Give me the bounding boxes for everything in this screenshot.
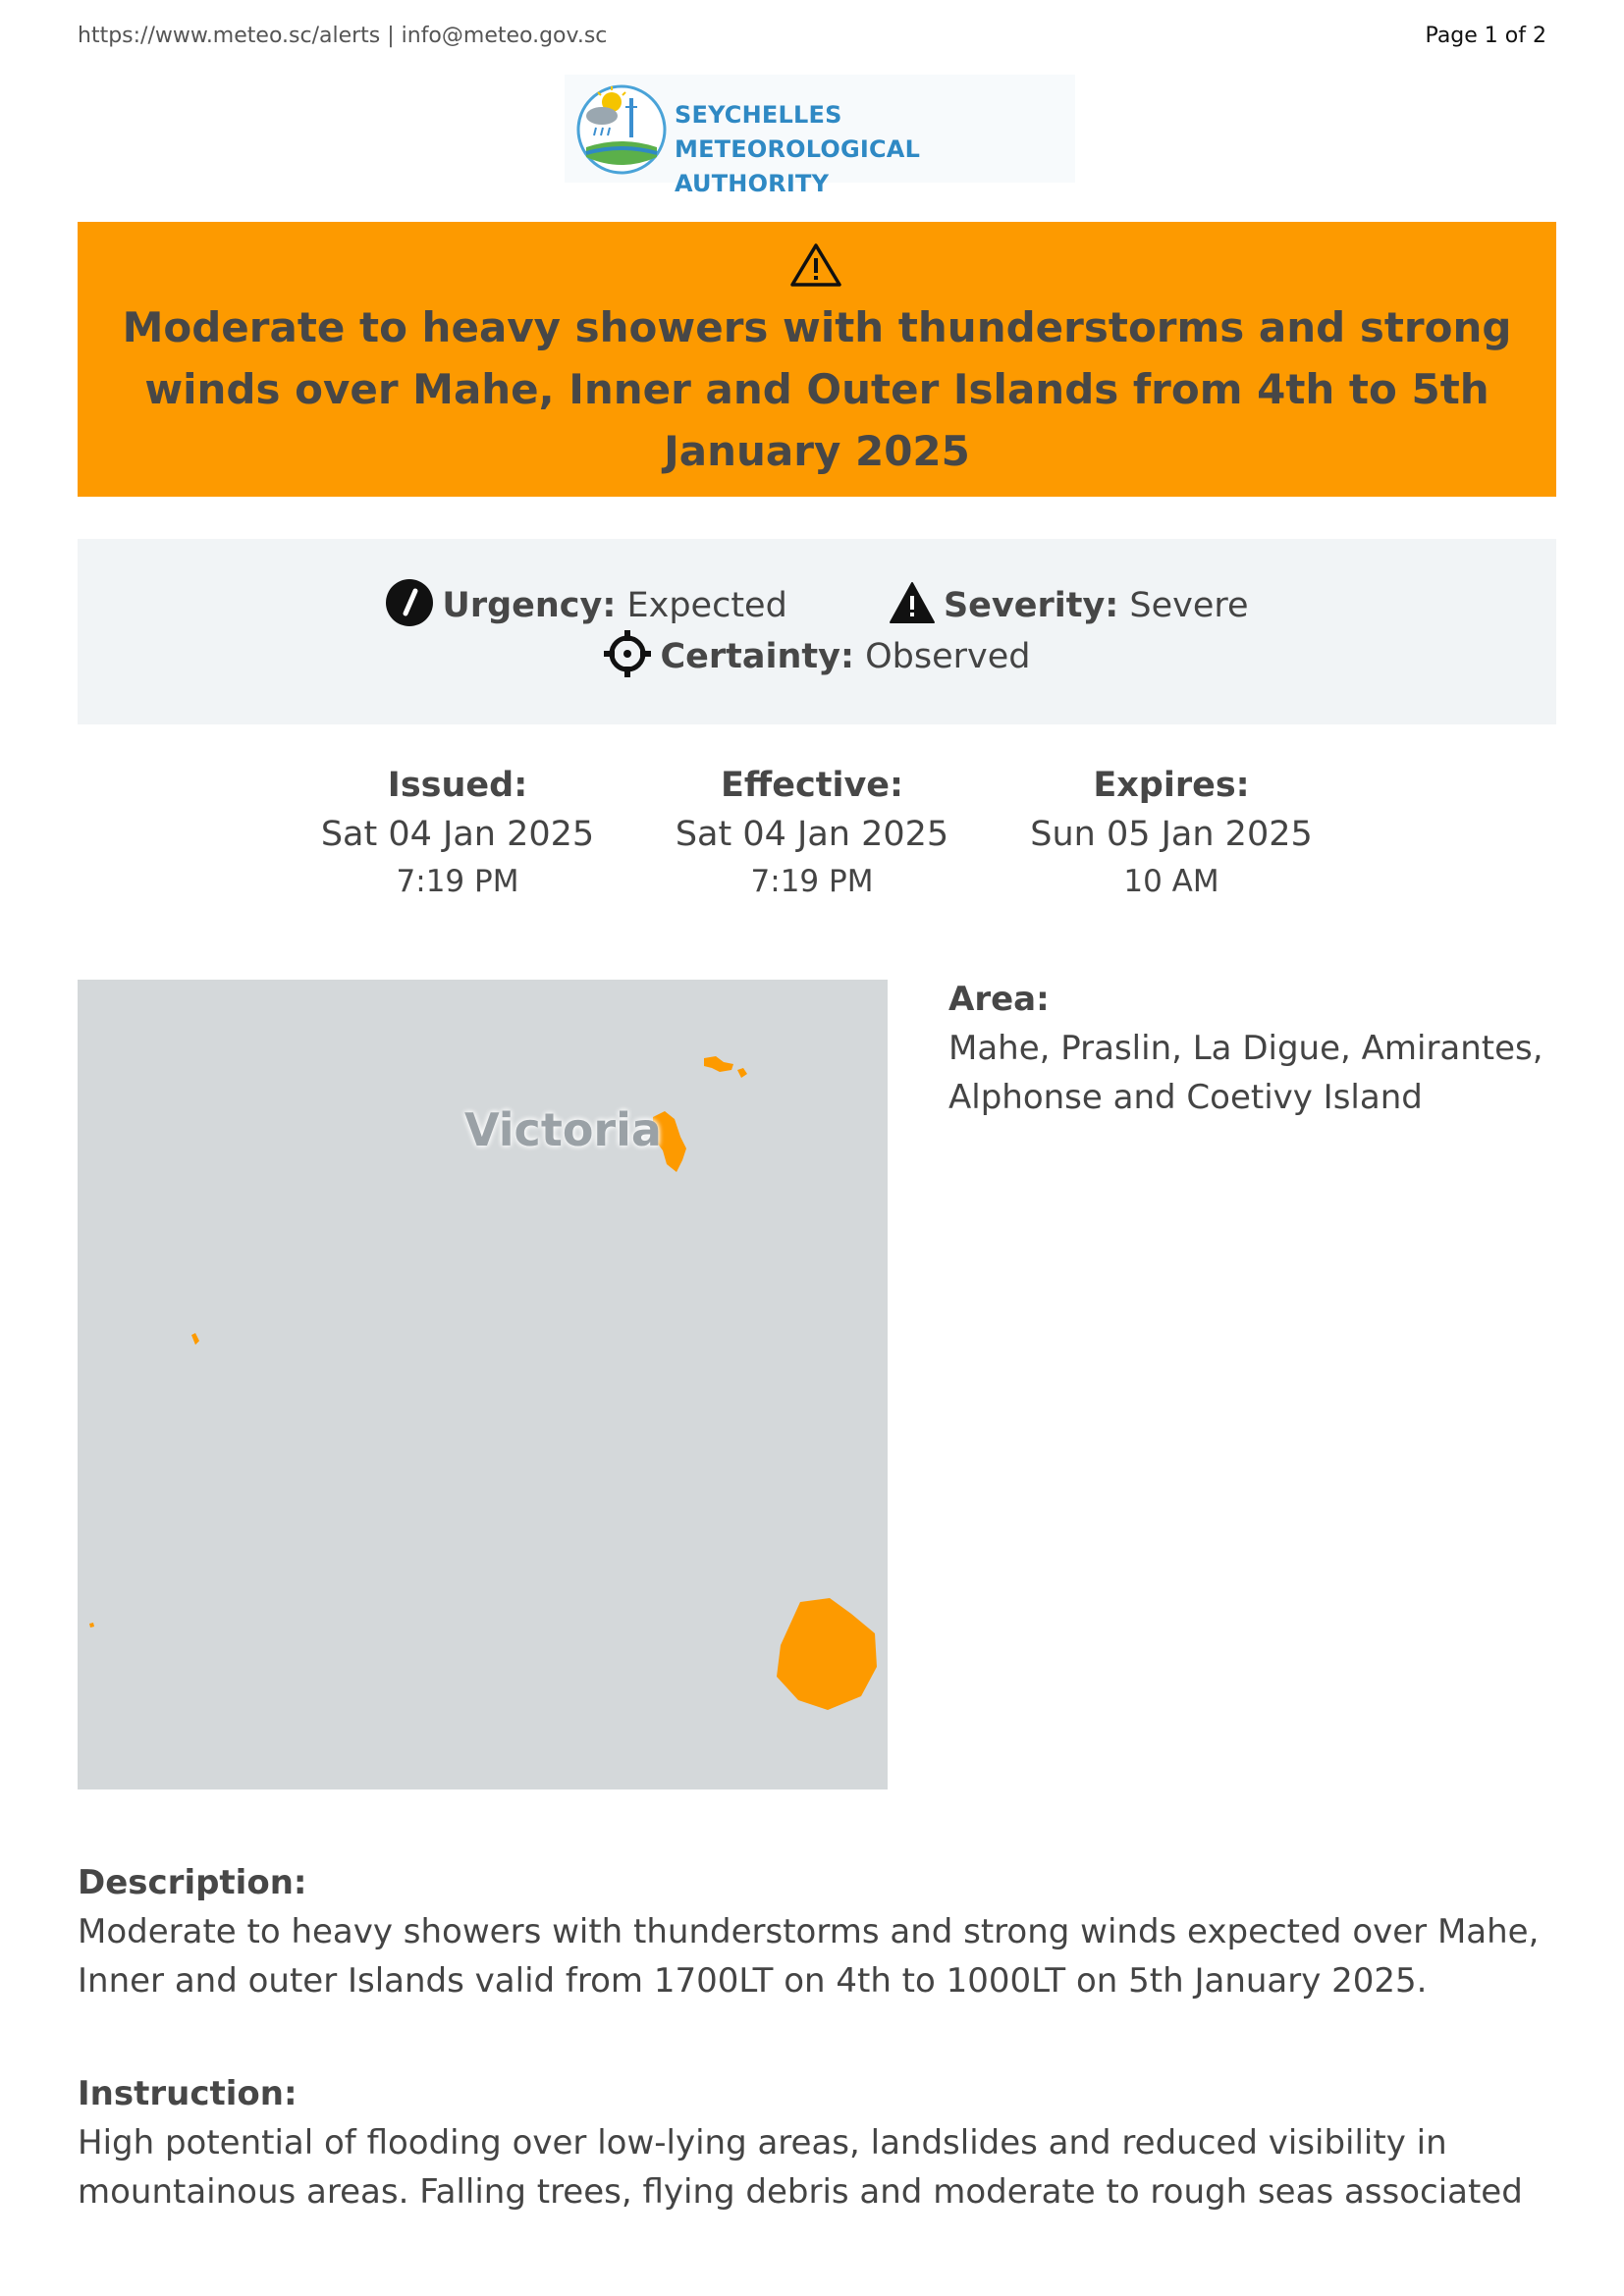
map-city-label: Victoria — [464, 1103, 662, 1156]
instruction-section — [78, 2069, 1556, 2216]
issued-block — [300, 766, 615, 907]
la-digue-island — [737, 1068, 747, 1078]
amirantes-island — [191, 1333, 199, 1345]
effective-date: Sat 04 Jan 2025 — [675, 815, 949, 854]
certainty-label: Certainty: — [660, 637, 854, 676]
certainty — [603, 633, 1030, 682]
warning-triangle-icon — [788, 241, 843, 289]
crosshairs-icon — [603, 629, 652, 678]
logo-line-2: AUTHORITY — [675, 170, 830, 197]
alphonse-island — [89, 1623, 94, 1628]
urgency — [385, 582, 786, 631]
description-label: Description: — [78, 1863, 307, 1902]
expires-date: Sun 05 Jan 2025 — [1030, 815, 1313, 854]
page-number: Page 1 of 2 — [1425, 24, 1546, 48]
page-header — [78, 24, 1546, 53]
expires-block — [1014, 766, 1328, 907]
exclamation-triangle-icon — [889, 581, 936, 624]
urgency-label: Urgency: — [442, 586, 617, 625]
issued-time: 7:19 PM — [396, 864, 519, 899]
logo-line-1: SEYCHELLES METEOROLOGICAL — [675, 101, 921, 163]
description-text: Moderate to heavy showers with thunderstorms and strong winds expected over Mahe, Inner and outer Islands valid from 1700LT on 4th to 1000LT on 5th January 2025. — [78, 1912, 1540, 2001]
area-section — [948, 975, 1557, 1122]
instruction-text: High potential of flooding over low-lying areas, landslides and reduced visibility in mountainous areas. Falling trees, flying debris and moderate to rough seas associated — [78, 2123, 1523, 2212]
description-section — [78, 1858, 1556, 2005]
alert-parameters — [78, 539, 1556, 724]
issued-label: Issued: — [387, 766, 528, 805]
expires-label: Expires: — [1093, 766, 1250, 805]
severity-value: Severe — [1129, 586, 1249, 625]
instruction-label: Instruction: — [78, 2074, 298, 2113]
severity — [889, 585, 1249, 628]
coetivy-area — [777, 1598, 877, 1710]
sma-logo — [565, 75, 1075, 197]
alert-title: Moderate to heavy showers with thunderstorms and strong winds over Mahe, Inner and Outer Islands from 4th to 5th January 2025 — [122, 303, 1512, 475]
praslin-island — [704, 1056, 733, 1072]
effective-time: 7:19 PM — [750, 864, 874, 899]
sma-emblem-icon — [572, 79, 671, 177]
issued-date: Sat 04 Jan 2025 — [320, 815, 595, 854]
header-links[interactable]: https://www.meteo.sc/alerts | info@meteo.gov.sc — [78, 24, 608, 48]
area-value: Mahe, Praslin, La Digue, Amirantes, Alphonse and Coetivy Island — [948, 1029, 1543, 1117]
effective-label: Effective: — [720, 766, 904, 805]
logo-text — [675, 98, 1075, 201]
area-label: Area: — [948, 980, 1050, 1019]
effective-block — [655, 766, 969, 907]
alert-banner — [78, 222, 1556, 497]
alert-area-map[interactable] — [78, 980, 888, 1789]
gauge-icon — [385, 578, 434, 627]
expires-time: 10 AM — [1123, 864, 1219, 899]
severity-label: Severity: — [943, 586, 1119, 625]
urgency-value: Expected — [626, 586, 787, 625]
certainty-value: Observed — [865, 637, 1031, 676]
map-islands — [78, 980, 888, 1789]
